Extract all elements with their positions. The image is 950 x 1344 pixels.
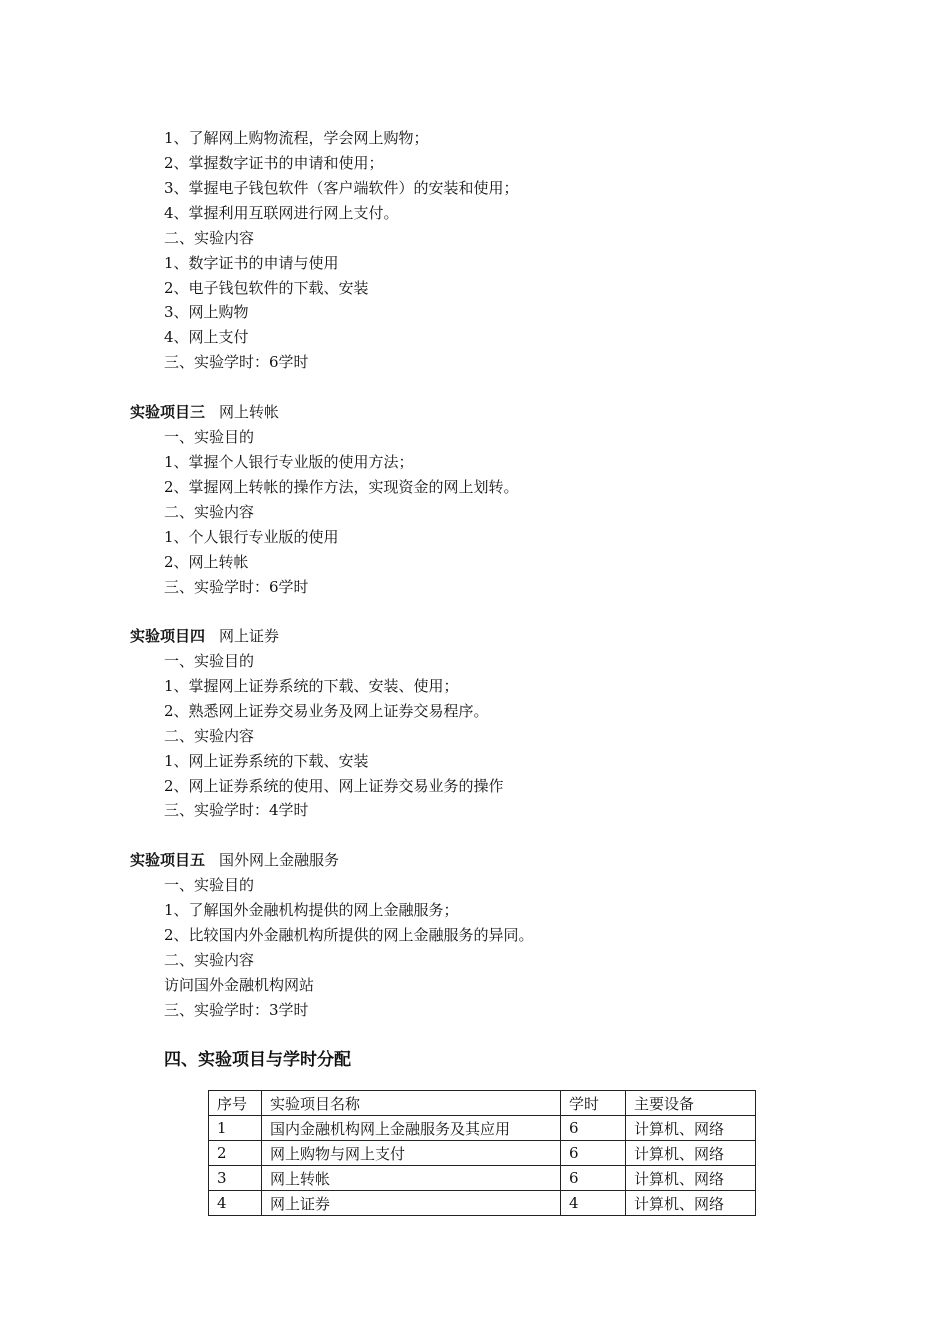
objective-heading: 一、实验目的: [164, 428, 255, 446]
column-header: 学时: [561, 1091, 626, 1116]
table-cell: 网上转帐: [262, 1166, 561, 1191]
objective-line: 2、掌握数字证书的申请和使用；: [164, 154, 384, 172]
content-line: 2、网上转帐: [164, 553, 249, 571]
table-cell: 6: [561, 1166, 626, 1191]
table-cell: 6: [561, 1141, 626, 1166]
table-header-row: [209, 1091, 756, 1116]
content-line: 4、网上支付: [164, 328, 249, 346]
content-line: 1、网上证券系统的下载、安装: [164, 752, 369, 770]
hours-line: 三、实验学时：6学时: [164, 578, 309, 596]
hours-line: 三、实验学时：4学时: [164, 801, 309, 819]
content-line: 1、个人银行专业版的使用: [164, 528, 339, 546]
objective-line: 1、了解国外金融机构提供的网上金融服务；: [164, 901, 459, 919]
project-title: [130, 402, 279, 422]
objective-line: 3、掌握电子钱包软件（客户端软件）的安装和使用；: [164, 179, 519, 197]
hours-line: 三、实验学时：3学时: [164, 1001, 309, 1019]
column-header: 实验项目名称: [262, 1091, 561, 1116]
table-cell: 4: [561, 1191, 626, 1216]
table-cell: 计算机、网络: [626, 1141, 756, 1166]
table-cell: 计算机、网络: [626, 1166, 756, 1191]
content-line: 2、网上证券系统的使用、网上证券交易业务的操作: [164, 777, 504, 795]
objective-line: 2、熟悉网上证券交易业务及网上证券交易程序。: [164, 702, 489, 720]
content-heading: 二、实验内容: [164, 503, 255, 521]
content-line: 3、网上购物: [164, 303, 249, 321]
objective-line: 1、掌握个人银行专业版的使用方法；: [164, 453, 414, 471]
project-name: 网上转帐: [219, 403, 280, 421]
project-label: 实验项目三: [130, 403, 206, 421]
content-heading: 二、实验内容: [164, 229, 255, 247]
table-cell: 网上证券: [262, 1191, 561, 1216]
project-name: 国外网上金融服务: [219, 851, 340, 869]
objective-line: 2、比较国内外金融机构所提供的网上金融服务的异同。: [164, 926, 534, 944]
objective-line: 1、了解网上购物流程，学会网上购物；: [164, 129, 429, 147]
table-row: [209, 1191, 756, 1216]
table-cell: 2: [209, 1141, 262, 1166]
allocation-table: [208, 1090, 756, 1216]
table-cell: 网上购物与网上支付: [262, 1141, 561, 1166]
project-name: 网上证券: [219, 627, 280, 645]
table-cell: 6: [561, 1116, 626, 1141]
table-cell: 3: [209, 1166, 262, 1191]
table-cell: 计算机、网络: [626, 1116, 756, 1141]
content-heading: 二、实验内容: [164, 951, 255, 969]
content-line: 1、数字证书的申请与使用: [164, 254, 339, 272]
objective-line: 1、掌握网上证券系统的下载、安装、使用；: [164, 677, 459, 695]
objective-heading: 一、实验目的: [164, 876, 255, 894]
table-row: [209, 1141, 756, 1166]
column-header: 主要设备: [626, 1091, 756, 1116]
table-row: [209, 1166, 756, 1191]
content-line: 2、电子钱包软件的下载、安装: [164, 279, 369, 297]
table-cell: 1: [209, 1116, 262, 1141]
objective-heading: 一、实验目的: [164, 652, 255, 670]
content-line: 访问国外金融机构网站: [164, 976, 315, 994]
project-title: [130, 850, 339, 870]
objective-line: 2、掌握网上转帐的操作方法，实现资金的网上划转。: [164, 478, 519, 496]
section-heading: 四、实验项目与学时分配: [164, 1050, 351, 1070]
project-label: 实验项目四: [130, 627, 206, 645]
table-cell: 计算机、网络: [626, 1191, 756, 1216]
project-title: [130, 626, 279, 646]
objective-line: 4、掌握利用互联网进行网上支付。: [164, 204, 399, 222]
project-label: 实验项目五: [130, 851, 206, 869]
column-header: 序号: [209, 1091, 262, 1116]
content-heading: 二、实验内容: [164, 727, 255, 745]
hours-line: 三、实验学时：6学时: [164, 353, 309, 371]
table-row: [209, 1116, 756, 1141]
table-cell: 4: [209, 1191, 262, 1216]
table-cell: 国内金融机构网上金融服务及其应用: [262, 1116, 561, 1141]
